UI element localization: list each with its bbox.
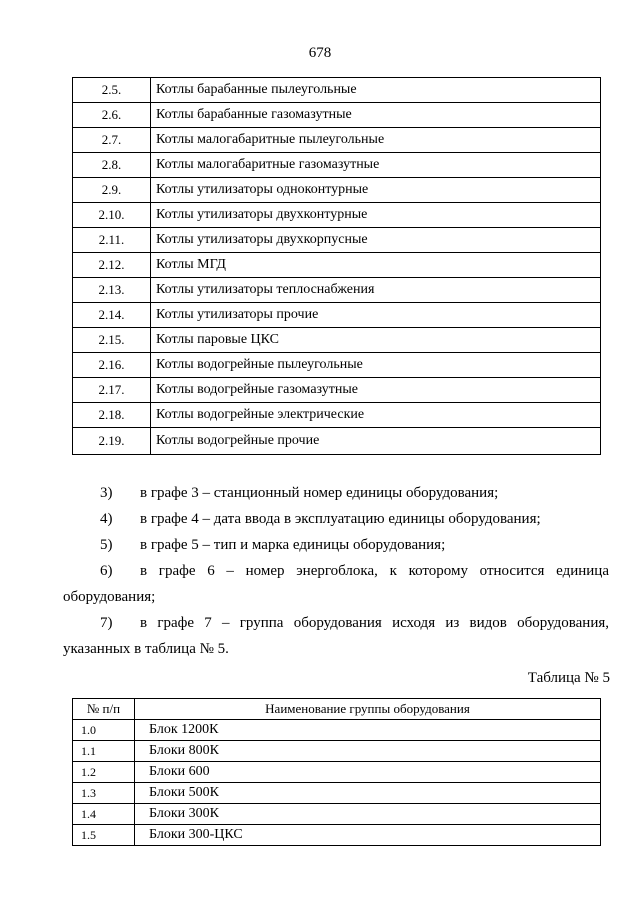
row-number: 2.12.	[73, 253, 151, 278]
paragraph-3	[63, 480, 609, 506]
table-row	[73, 825, 601, 846]
row-number: 2.11.	[73, 228, 151, 253]
header-number: № п/п	[73, 699, 135, 720]
table-row	[73, 741, 601, 762]
paragraph-line	[63, 610, 609, 636]
table-row	[73, 228, 601, 253]
table-row	[73, 328, 601, 353]
table-row	[73, 203, 601, 228]
paragraph-number: 5)	[100, 537, 113, 553]
row-number: 2.15.	[73, 328, 151, 353]
row-number: 1.4	[73, 804, 135, 825]
paragraph-5	[63, 532, 609, 558]
row-name: Котлы МГД	[151, 253, 601, 278]
row-name: Блоки 600	[135, 762, 601, 783]
paragraph-number: 4)	[100, 511, 113, 527]
page-number: 678	[308, 45, 332, 61]
row-name: Котлы малогабаритные пылеугольные	[151, 128, 601, 153]
table-row	[73, 78, 601, 103]
row-name: Блок 1200К	[135, 720, 601, 741]
row-name: Котлы утилизаторы двухкорпусные	[151, 228, 601, 253]
table-row	[73, 762, 601, 783]
table-header-row	[73, 699, 601, 720]
row-number: 2.5.	[73, 78, 151, 103]
row-number: 2.10.	[73, 203, 151, 228]
row-name: Котлы утилизаторы теплоснабжения	[151, 278, 601, 303]
row-number: 2.19.	[73, 428, 151, 455]
row-number: 1.0	[73, 720, 135, 741]
paragraph-4	[63, 506, 609, 532]
row-name: Котлы утилизаторы прочие	[151, 303, 601, 328]
row-name: Блоки 300-ЦКС	[135, 825, 601, 846]
table-row	[73, 378, 601, 403]
row-number: 2.16.	[73, 353, 151, 378]
paragraph-text: в графе 6 – номер энергоблока, к которому относится единица	[140, 563, 609, 579]
row-number: 2.17.	[73, 378, 151, 403]
table-caption: Таблица № 5	[527, 670, 610, 686]
paragraph-line: оборудования;	[63, 589, 156, 605]
row-name: Блоки 800К	[135, 741, 601, 762]
paragraph-text: в графе 7 – группа оборудования исходя из видов оборудования,	[140, 615, 609, 631]
table-row	[73, 178, 601, 203]
paragraph-line	[63, 558, 609, 584]
row-name: Котлы малогабаритные газомазутные	[151, 153, 601, 178]
paragraph-number: 3)	[100, 485, 113, 501]
paragraph-number: 6)	[100, 563, 113, 579]
row-name: Котлы утилизаторы двухконтурные	[151, 203, 601, 228]
row-number: 2.14.	[73, 303, 151, 328]
table-row	[73, 253, 601, 278]
paragraph-text: в графе 5 – тип и марка единицы оборудования;	[140, 537, 446, 553]
row-number: 2.9.	[73, 178, 151, 203]
table-row	[73, 278, 601, 303]
table-row	[73, 720, 601, 741]
row-name: Котлы барабанные газомазутные	[151, 103, 601, 128]
paragraph-text: в графе 4 – дата ввода в эксплуатацию единицы оборудования;	[140, 511, 541, 527]
table-row	[73, 153, 601, 178]
row-name: Котлы утилизаторы одноконтурные	[151, 178, 601, 203]
table-row	[73, 353, 601, 378]
row-name: Котлы водогрейные газомазутные	[151, 378, 601, 403]
equipment-types-table	[72, 77, 601, 455]
table-row	[73, 804, 601, 825]
table-row	[73, 103, 601, 128]
row-number: 1.5	[73, 825, 135, 846]
paragraph-number: 7)	[100, 615, 113, 631]
row-number: 2.6.	[73, 103, 151, 128]
equipment-groups-table	[72, 698, 601, 846]
row-number: 1.2	[73, 762, 135, 783]
row-number: 2.13.	[73, 278, 151, 303]
row-name: Котлы водогрейные электрические	[151, 403, 601, 428]
row-number: 2.18.	[73, 403, 151, 428]
row-name: Блоки 500К	[135, 783, 601, 804]
table-row	[73, 783, 601, 804]
paragraph-7	[63, 610, 609, 662]
header-name: Наименование группы оборудования	[135, 699, 601, 720]
row-number: 1.1	[73, 741, 135, 762]
row-name: Котлы водогрейные пылеугольные	[151, 353, 601, 378]
paragraph-line: указанных в таблица № 5.	[63, 641, 229, 657]
row-number: 2.8.	[73, 153, 151, 178]
table-row	[73, 403, 601, 428]
table-row	[73, 303, 601, 328]
paragraph-6	[63, 558, 609, 610]
row-name: Котлы барабанные пылеугольные	[151, 78, 601, 103]
row-name: Блоки 300К	[135, 804, 601, 825]
table-row	[73, 428, 601, 455]
row-name: Котлы паровые ЦКС	[151, 328, 601, 353]
row-number: 1.3	[73, 783, 135, 804]
table-row	[73, 128, 601, 153]
paragraph-text: в графе 3 – станционный номер единицы оборудования;	[140, 485, 499, 501]
row-name: Котлы водогрейные прочие	[151, 428, 601, 455]
row-number: 2.7.	[73, 128, 151, 153]
